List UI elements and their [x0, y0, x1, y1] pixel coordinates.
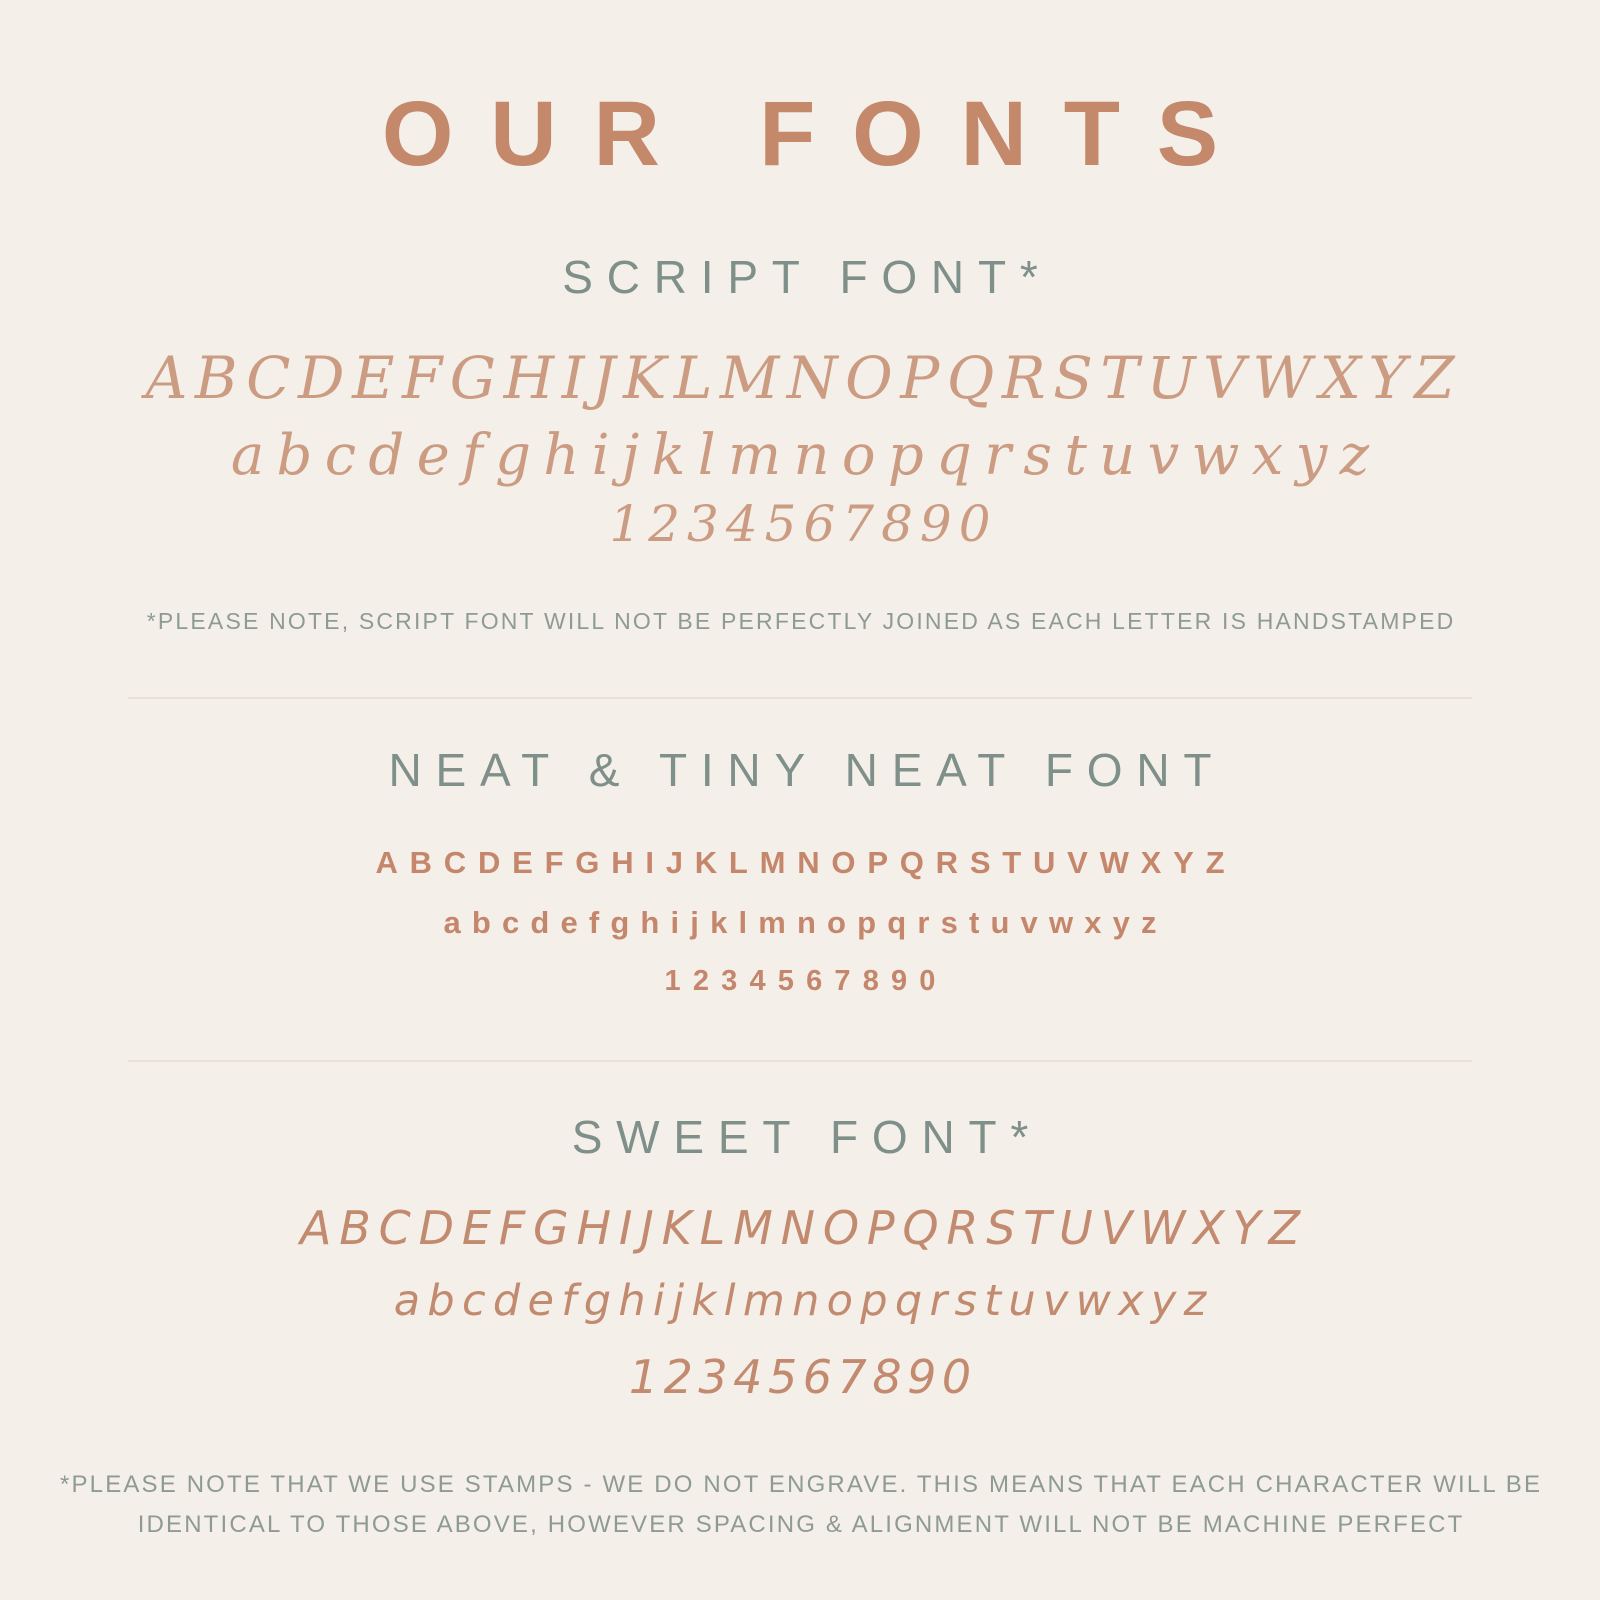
- script-font-heading: SCRIPT FONT*: [562, 251, 1052, 303]
- script-font-lowercase-sample: abcdefghijklmnopqrstuvwxyz: [230, 422, 1382, 488]
- neat-font-lowercase-sample: abcdefghijklmnopqrstuvwxyz: [443, 904, 1168, 940]
- script-font-note: *PLEASE NOTE, SCRIPT FONT WILL NOT BE PERFECTLY JOINED AS EACH LETTER IS HANDSTAMPED: [146, 608, 1456, 634]
- script-font-numbers-sample: 1234567890: [609, 494, 998, 553]
- script-font-uppercase-sample: ABCDEFGHIJKLMNOPQRSTUVWXYZ: [145, 344, 1463, 412]
- footer-note: [0, 1465, 1600, 1547]
- sweet-font-numbers-sample: 1234567890: [628, 1350, 977, 1405]
- neat-font-uppercase-sample: ABCDEFGHIJKLMNOPQRSTUVWXYZ: [375, 844, 1237, 880]
- section-divider: [128, 1060, 1472, 1062]
- neat-font-section: [0, 743, 1600, 997]
- footer-note-line-1: *PLEASE NOTE THAT WE USE STAMPS - WE DO NOT ENGRAVE. THIS MEANS THAT EACH CHARACTER WILL BE: [60, 1470, 1543, 1498]
- sweet-font-lowercase-sample: abcdefghijklmnopqrstuvwxyz: [393, 1276, 1214, 1327]
- sweet-font-section: [0, 1110, 1600, 1407]
- section-divider: [128, 697, 1472, 699]
- neat-font-heading: NEAT & TINY NEAT FONT: [388, 743, 1226, 796]
- page-title: OUR FONTS: [381, 83, 1255, 185]
- script-font-section: [0, 251, 1600, 637]
- footer-note-line-2: IDENTICAL TO THOSE ABOVE, HOWEVER SPACING & ALIGNMENT WILL NOT BE MACHINE PERFECT: [137, 1511, 1465, 1539]
- sweet-font-uppercase-sample: ABCDEFGHIJKLMNOPQRSTUVWXYZ: [299, 1200, 1308, 1255]
- neat-font-numbers-sample: 1234567890: [664, 964, 948, 997]
- sweet-font-heading: SWEET FONT*: [571, 1110, 1043, 1163]
